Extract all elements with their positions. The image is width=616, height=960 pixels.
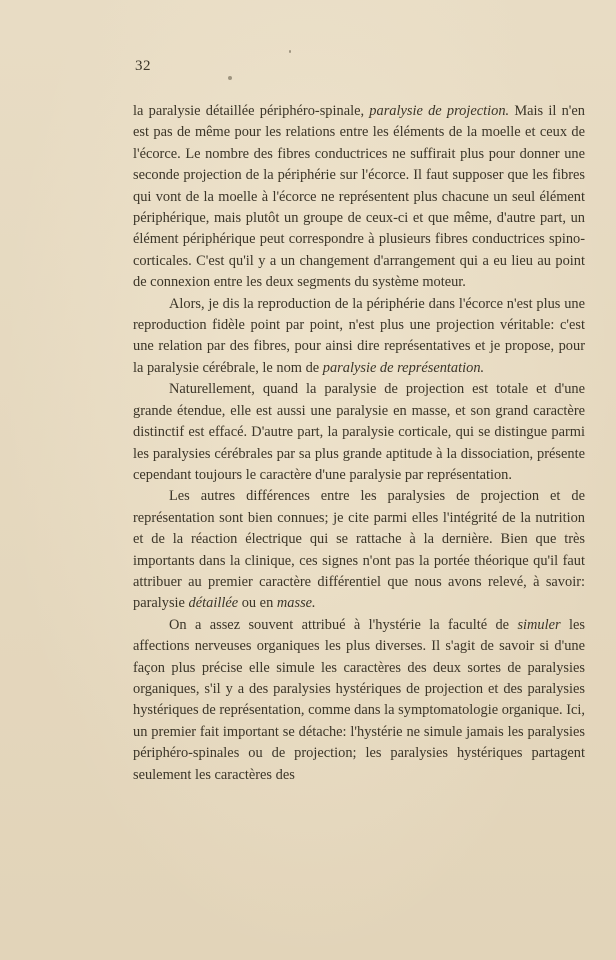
- ink-speck: [289, 50, 291, 53]
- paragraph: [133, 294, 585, 380]
- italic-text: simuler: [517, 616, 561, 633]
- text-run: ou en: [238, 595, 277, 612]
- ink-speck: [228, 76, 232, 80]
- text-run: Alors, je dis la reproduction de la périphérie dans l'écorce n'est plus une reproduction fidèle point par point, n'est plus une projection véritable: c'est une relation par des fibres, pour ainsi dire représentatives et je propose, pour la paralysie cérébrale, le nom de: [133, 295, 585, 376]
- page-number: 32: [135, 58, 151, 74]
- italic-text: masse.: [276, 595, 316, 612]
- italic-text: paralysie de projection.: [369, 103, 510, 119]
- text-run: Mais il n'en est pas de même pour les relations entre les éléments de la moelle et ceux de l'écorce. Le nombre des fibres conductrices ne suffirait plus pour donner une seconde projection de la périphérie sur l'écorce. Il faut supposer que les fibres qui vont de la moelle à l'écorce ne représentent plus chacune un seul élément périphérique, mais plutôt un groupe de ceux-ci et que même, d'autre part, un élément périphérique peut correspondre à plusieurs fibres conductrices spino-corticales. C'est qu'il y a un changement d'arrangement qui a eu lieu au point de connexion entre les deux segments du système moteur.: [133, 103, 585, 291]
- italic-text: paralysie de représentation.: [322, 359, 485, 376]
- text-run: On a assez souvent attribué à l'hystérie la faculté de: [169, 616, 518, 633]
- paragraph: [133, 486, 585, 614]
- paragraph: [133, 379, 585, 486]
- text-run: Naturellement, quand la paralysie de projection est totale et d'une grande étendue, elle est aussi une paralysie en masse, et son grand caractère distinctif est effacé. D'autre part, la paralysie corticale, qui se distingue parmi les paralysies cérébrales par sa plus grande aptitude à la dissociation, présente cependant toujours le caractère d'une paralysie par représentation.: [133, 381, 585, 483]
- paragraph: [133, 101, 585, 294]
- italic-text: détaillée: [188, 595, 239, 612]
- text-run: la paralysie détaillée périphéro-spinale,: [133, 103, 370, 119]
- paragraph: [133, 615, 585, 786]
- text-run: Les autres différences entre les paralysies de projection et de représentation sont bien connues; je cite parmi elles l'intégrité de la nutrition et de la réaction électrique qui se rattache à la dernière. Bien que très importants dans la clinique, ces signes n'ont pas la portée théorique qu'il faut attribuer au premier caractère différentiel que nous avons relevé, à savoir: paralysie: [133, 488, 585, 612]
- body-text: [133, 101, 585, 786]
- text-run: les affections nerveuses organiques les plus diverses. Il s'agit de savoir si d'une façon plus précise elle simule les caractères des deux sortes de paralysies organiques, s'il y a des paralysies hystériques de projection et des paralysies hystériques de représentation, comme dans la symptomatologie organique. Ici, un premier fait important se détache: l'hystérie ne simule jamais les paralysies périphéro-spinales ou de projection; les paralysies hystériques partagent seulement les caractères des: [133, 616, 585, 783]
